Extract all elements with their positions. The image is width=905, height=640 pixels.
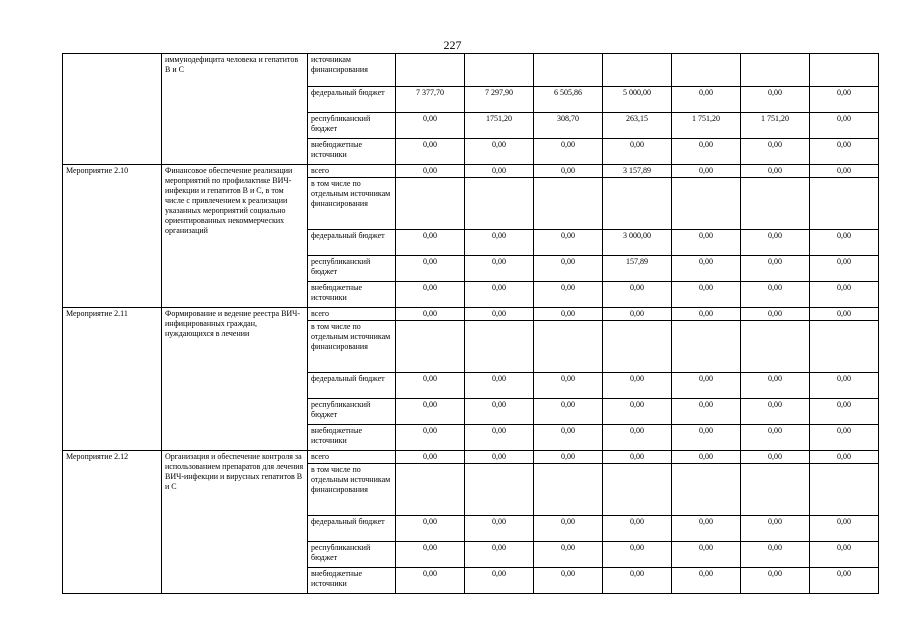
funding-source-cell: республиканский бюджет (308, 256, 396, 282)
funding-source-cell: федеральный бюджет (308, 87, 396, 113)
amount-cell: 0,00 (465, 165, 534, 178)
activity-code-cell: Мероприятие 2.11 (63, 308, 162, 451)
amount-cell: 0,00 (603, 399, 672, 425)
funding-source-cell: республиканский бюджет (308, 113, 396, 139)
funding-source-cell: внебюджетные источники (308, 139, 396, 165)
amount-cell: 5 000,00 (603, 87, 672, 113)
amount-cell (534, 54, 603, 87)
amount-cell: 0,00 (465, 425, 534, 451)
amount-cell: 0,00 (465, 542, 534, 568)
amount-cell (396, 178, 465, 230)
amount-cell (396, 54, 465, 87)
amount-cell: 0,00 (603, 373, 672, 399)
amount-cell: 1751,20 (465, 113, 534, 139)
amount-cell (465, 464, 534, 516)
amount-cell: 0,00 (465, 399, 534, 425)
amount-cell: 0,00 (672, 256, 741, 282)
amount-cell: 0,00 (672, 282, 741, 308)
amount-cell: 0,00 (741, 451, 810, 464)
funding-source-cell: в том числе по отдельным источникам финансирования (308, 464, 396, 516)
amount-cell (810, 178, 879, 230)
amount-cell (672, 178, 741, 230)
amount-cell: 0,00 (810, 113, 879, 139)
amount-cell: 0,00 (396, 308, 465, 321)
table-row (63, 451, 879, 464)
amount-cell: 0,00 (534, 139, 603, 165)
amount-cell: 0,00 (672, 542, 741, 568)
amount-cell: 0,00 (603, 308, 672, 321)
amount-cell: 0,00 (741, 425, 810, 451)
amount-cell: 0,00 (810, 542, 879, 568)
amount-cell: 0,00 (396, 282, 465, 308)
amount-cell: 0,00 (603, 425, 672, 451)
activity-description-cell: Организация и обеспечение контроля за использованием препаратов для лечения ВИЧ-инфекции и вирусных гепатитов В и С (162, 451, 308, 594)
amount-cell: 0,00 (810, 568, 879, 594)
amount-cell (534, 321, 603, 373)
funding-source-cell: федеральный бюджет (308, 373, 396, 399)
funding-source-cell: федеральный бюджет (308, 230, 396, 256)
amount-cell: 157,89 (603, 256, 672, 282)
amount-cell: 0,00 (810, 256, 879, 282)
amount-cell: 0,00 (396, 516, 465, 542)
amount-cell: 0,00 (672, 568, 741, 594)
amount-cell: 0,00 (396, 451, 465, 464)
amount-cell: 0,00 (465, 568, 534, 594)
funding-source-cell: внебюджетные источники (308, 282, 396, 308)
amount-cell: 0,00 (741, 516, 810, 542)
amount-cell: 0,00 (810, 87, 879, 113)
amount-cell (810, 54, 879, 87)
amount-cell: 0,00 (672, 451, 741, 464)
amount-cell: 0,00 (465, 451, 534, 464)
amount-cell: 0,00 (741, 139, 810, 165)
amount-cell: 0,00 (810, 373, 879, 399)
amount-cell (465, 321, 534, 373)
amount-cell: 0,00 (672, 399, 741, 425)
amount-cell: 0,00 (396, 139, 465, 165)
amount-cell: 0,00 (741, 373, 810, 399)
amount-cell: 0,00 (534, 399, 603, 425)
amount-cell (396, 321, 465, 373)
funding-source-cell: в том числе по отдельным источникам финансирования (308, 321, 396, 373)
amount-cell: 0,00 (741, 542, 810, 568)
amount-cell: 0,00 (534, 542, 603, 568)
amount-cell: 0,00 (465, 282, 534, 308)
amount-cell: 0,00 (810, 230, 879, 256)
amount-cell (672, 54, 741, 87)
amount-cell: 3 157,89 (603, 165, 672, 178)
amount-cell (603, 178, 672, 230)
amount-cell: 0,00 (465, 373, 534, 399)
amount-cell: 0,00 (603, 516, 672, 542)
funding-source-cell: источникам финансирования (308, 54, 396, 87)
amount-cell: 308,70 (534, 113, 603, 139)
amount-cell: 0,00 (396, 373, 465, 399)
funding-table-body (63, 54, 879, 594)
amount-cell: 0,00 (810, 425, 879, 451)
amount-cell: 0,00 (534, 282, 603, 308)
table-row (63, 165, 879, 178)
amount-cell (672, 321, 741, 373)
amount-cell: 0,00 (741, 308, 810, 321)
amount-cell: 0,00 (741, 87, 810, 113)
amount-cell (465, 54, 534, 87)
amount-cell: 0,00 (672, 165, 741, 178)
amount-cell: 0,00 (672, 516, 741, 542)
funding-source-cell: внебюджетные источники (308, 568, 396, 594)
amount-cell: 0,00 (741, 256, 810, 282)
amount-cell: 0,00 (741, 230, 810, 256)
table-row (63, 308, 879, 321)
amount-cell (603, 54, 672, 87)
amount-cell: 7 377,70 (396, 87, 465, 113)
activity-description-cell: Формирование и ведение реестра ВИЧ-инфицированных граждан, нуждающихся в лечении (162, 308, 308, 451)
amount-cell: 1 751,20 (672, 113, 741, 139)
amount-cell: 0,00 (396, 425, 465, 451)
amount-cell (672, 464, 741, 516)
amount-cell: 0,00 (603, 451, 672, 464)
funding-source-cell: федеральный бюджет (308, 516, 396, 542)
amount-cell: 0,00 (672, 139, 741, 165)
amount-cell: 0,00 (810, 308, 879, 321)
amount-cell (465, 178, 534, 230)
amount-cell: 0,00 (534, 308, 603, 321)
amount-cell: 0,00 (396, 230, 465, 256)
amount-cell: 0,00 (396, 113, 465, 139)
amount-cell: 0,00 (465, 516, 534, 542)
amount-cell: 0,00 (603, 568, 672, 594)
amount-cell: 0,00 (810, 516, 879, 542)
amount-cell: 0,00 (396, 256, 465, 282)
amount-cell (603, 464, 672, 516)
amount-cell: 3 000,00 (603, 230, 672, 256)
activity-code-cell: Мероприятие 2.10 (63, 165, 162, 308)
amount-cell: 263,15 (603, 113, 672, 139)
amount-cell: 0,00 (534, 230, 603, 256)
amount-cell: 0,00 (741, 568, 810, 594)
amount-cell: 0,00 (603, 282, 672, 308)
amount-cell: 0,00 (741, 165, 810, 178)
amount-cell: 0,00 (672, 425, 741, 451)
amount-cell: 0,00 (810, 165, 879, 178)
activity-description-cell: Финансовое обеспечение реализации мероприятий по профилактике ВИЧ-инфекции и гепатитов В и С, в том числе с привлечением к реализации указанных мероприятий социально ориентированных некоммерческих организаций (162, 165, 308, 308)
funding-table (62, 53, 879, 594)
amount-cell: 0,00 (741, 282, 810, 308)
page-number: 227 (443, 38, 462, 52)
activity-code-cell: Мероприятие 2.12 (63, 451, 162, 594)
amount-cell: 0,00 (534, 425, 603, 451)
funding-source-cell: в том числе по отдельным источникам финансирования (308, 178, 396, 230)
amount-cell (810, 464, 879, 516)
funding-source-cell: республиканский бюджет (308, 542, 396, 568)
amount-cell: 0,00 (672, 308, 741, 321)
amount-cell (810, 321, 879, 373)
amount-cell (741, 464, 810, 516)
amount-cell (741, 178, 810, 230)
amount-cell: 0,00 (534, 568, 603, 594)
amount-cell: 0,00 (672, 373, 741, 399)
amount-cell: 0,00 (741, 399, 810, 425)
amount-cell: 0,00 (465, 256, 534, 282)
amount-cell: 0,00 (465, 308, 534, 321)
amount-cell (603, 321, 672, 373)
activity-code-cell (63, 54, 162, 165)
amount-cell: 0,00 (810, 451, 879, 464)
amount-cell (534, 178, 603, 230)
amount-cell: 0,00 (396, 568, 465, 594)
amount-cell: 0,00 (534, 373, 603, 399)
funding-source-cell: республиканский бюджет (308, 399, 396, 425)
amount-cell: 0,00 (672, 230, 741, 256)
amount-cell: 0,00 (465, 230, 534, 256)
amount-cell (741, 321, 810, 373)
funding-source-cell: всего (308, 451, 396, 464)
amount-cell: 0,00 (396, 542, 465, 568)
amount-cell: 0,00 (810, 139, 879, 165)
amount-cell (396, 464, 465, 516)
activity-description-cell: иммунодефицита человека и гепатитов В и С (162, 54, 308, 165)
amount-cell: 0,00 (534, 516, 603, 542)
amount-cell: 0,00 (810, 399, 879, 425)
amount-cell: 0,00 (534, 256, 603, 282)
amount-cell: 0,00 (534, 451, 603, 464)
amount-cell: 0,00 (672, 87, 741, 113)
amount-cell: 6 505,86 (534, 87, 603, 113)
table-row (63, 54, 879, 87)
funding-source-cell: всего (308, 165, 396, 178)
amount-cell: 7 297,90 (465, 87, 534, 113)
amount-cell: 0,00 (465, 139, 534, 165)
amount-cell (741, 54, 810, 87)
amount-cell: 0,00 (603, 542, 672, 568)
amount-cell: 0,00 (396, 165, 465, 178)
funding-source-cell: внебюджетные источники (308, 425, 396, 451)
amount-cell: 0,00 (396, 399, 465, 425)
amount-cell: 0,00 (810, 282, 879, 308)
funding-source-cell: всего (308, 308, 396, 321)
amount-cell: 0,00 (603, 139, 672, 165)
amount-cell: 0,00 (534, 165, 603, 178)
amount-cell (534, 464, 603, 516)
amount-cell: 1 751,20 (741, 113, 810, 139)
